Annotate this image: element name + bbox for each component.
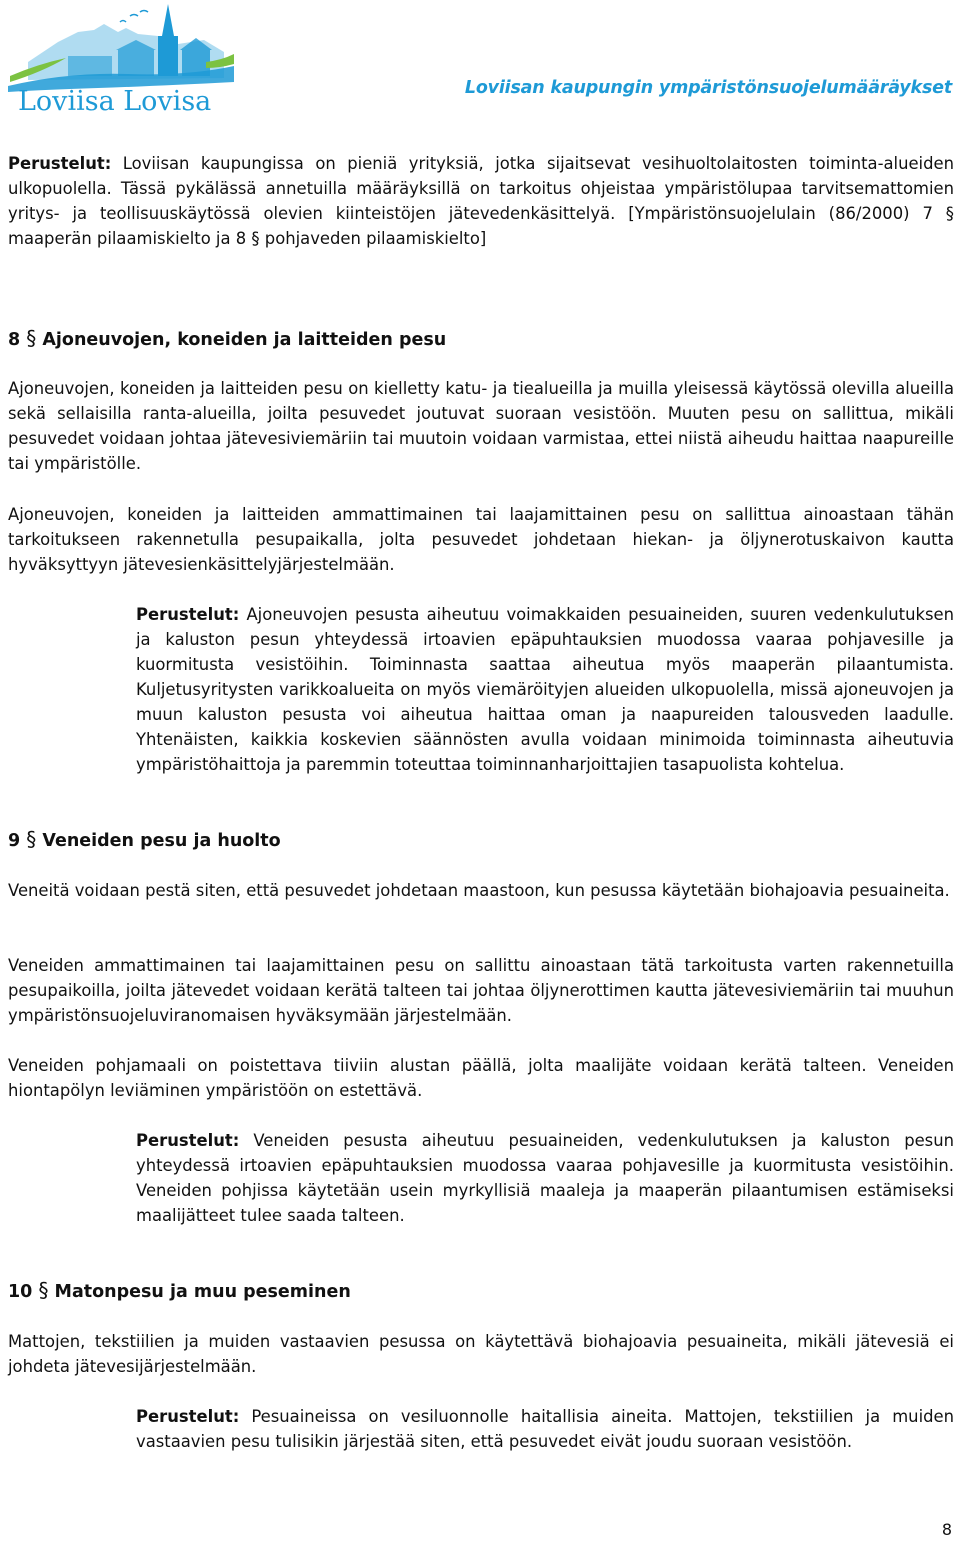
rationale-text: Veneiden pesusta aiheutuu pesuaineiden, vedenkulutuksen ja kaluston pesun yhteydessä irtoavien epäpuhtauksien muodossa vaaraa pohjavesille ja kuormitusta vesistöihin. Veneiden pohjissa käytetään usein myrkyllisiä maaleja ja maaperän pilaantumisen estämiseksi maalijätteet tulee saada talteen.	[136, 1131, 954, 1225]
document-title: Loviisan kaupungin ympäristönsuojelumääräykset	[464, 78, 952, 98]
rationale-label: Perustelut:	[136, 1131, 240, 1150]
svg-text:Loviisa Lovisa: Loviisa Lovisa	[18, 86, 212, 114]
rationale-label: Perustelut:	[136, 605, 240, 624]
rationale-text: Pesuaineissa on vesiluonnolle haitallisia aineita. Mattojen, tekstiilien ja muiden vastaavien pesu tulisikin järjestää siten, että pesuvedet eivät joudu suoraan vesistöön.	[136, 1407, 954, 1451]
paragraph: Veneiden pohjamaali on poistettava tiiviin alustan päällä, jolta maalijäte voidaan kerätä talteen. Veneiden hiontapölyn leviäminen ympäristöön on estettävä.	[8, 1056, 954, 1100]
section-10-rationale	[136, 1404, 954, 1454]
rationale-text: Ajoneuvojen pesusta aiheutuu voimakkaiden pesuaineiden, suuren vedenkulutuksen ja kaluston pesun yhteydessä irtoavien epäpuhtauksien muodossa vaaraa pohjavesille ja kuormitusta vesistöihin. Toiminnasta saattaa aiheutua myös maaperän pilaantumista. Kuljetusyritysten varikkoalueita on myös viemäröityjen alueiden ulkopuolella, missä ajoneuvojen ja muun kaluston pesusta voi aiheutua haittaa oman ja naapureiden talousveden laadulle. Yhtenäisten, kaikkia koskevien säännösten avulla voidaan minimoida toiminnasta aiheutuvia ympäristöhaittoja ja paremmin toteuttaa toiminnanharjoittajien tasapuolista kohtelua.	[136, 605, 954, 774]
section-symbol: §	[26, 326, 37, 350]
page-number: 8	[941, 1520, 952, 1539]
city-logo	[8, 2, 234, 114]
section-symbol: §	[38, 1278, 49, 1302]
rationale-label: Perustelut:	[136, 1407, 240, 1426]
section-9-rationale	[136, 1128, 954, 1228]
intro-rationale	[8, 151, 954, 251]
paragraph: Veneitä voidaan pestä siten, että pesuvedet johdetaan maastoon, kun pesussa käytetään biohajoavia pesuaineita.	[8, 881, 950, 900]
rationale-label: Perustelut:	[8, 154, 112, 173]
paragraph: Ajoneuvojen, koneiden ja laitteiden ammattimainen tai laajamittainen pesu on sallittua ainoastaan tähän tarkoitukseen rakennetulla pesupaikalla, jolta pesuvedet johdetaan hiekan- ja öljynerotuskaivon kautta hyväksyttyyn jätevesienkäsittelyjärjestelmään.	[8, 505, 954, 574]
paragraph: Mattojen, tekstiilien ja muiden vastaavien pesussa on käytettävä biohajoavia pesuaineita, mikäli jätevesiä ei johdeta jätevesijärjestelmään.	[8, 1332, 954, 1376]
section-8-rationale	[136, 602, 954, 777]
paragraph: Veneiden ammattimainen tai laajamittainen pesu on sallittu ainoastaan tätä tarkoitusta varten rakennetuilla pesupaikoilla, joilta jätevedet voidaan kerätä talteen tai johtaa öljynerottimen kautta jätevesiviemäriin tai muuhun ympäristönsuojeluviranomaisen hyväksymään järjestelmään.	[8, 956, 954, 1025]
section-heading-10: 10 § Matonpesu ja muu peseminen	[8, 1278, 351, 1302]
section-heading-9: 9 § Veneiden pesu ja huolto	[8, 827, 281, 851]
rationale-text: Loviisan kaupungissa on pieniä yrityksiä, jotka sijaitsevat vesihuoltolaitosten toiminta-alueiden ulkopuolella. Tässä pykälässä annetuilla määräyksillä on tarkoitus ohjeistaa ympäristölupaa tarvitsemattomien yritys- ja teollisuuskäytössä olevien kiinteistöjen jätevedenkäsittelyä. [Ympäristönsuojelulain (86/2000) 7 § maaperän pilaamiskielto ja 8 § pohjaveden pilaamiskielto]	[8, 154, 954, 248]
section-heading-8: 8 § Ajoneuvojen, koneiden ja laitteiden pesu	[8, 326, 447, 350]
page-header	[0, 0, 960, 120]
logo-icon	[8, 2, 234, 114]
paragraph: Ajoneuvojen, koneiden ja laitteiden pesu on kielletty katu- ja tiealueilla ja muilla yleisessä käytössä olevilla alueilla sekä sellaisilla ranta-alueilla, joilta pesuvedet joutuvat suoraan vesistöön. Muuten pesu on sallittua, mikäli pesuvedet voidaan johtaa jätevesiviemäriin tai muutoin voidaan varmistaa, ettei niistä aiheudu haittaa naapureille tai ympäristölle.	[8, 379, 954, 473]
section-symbol: §	[26, 827, 37, 851]
